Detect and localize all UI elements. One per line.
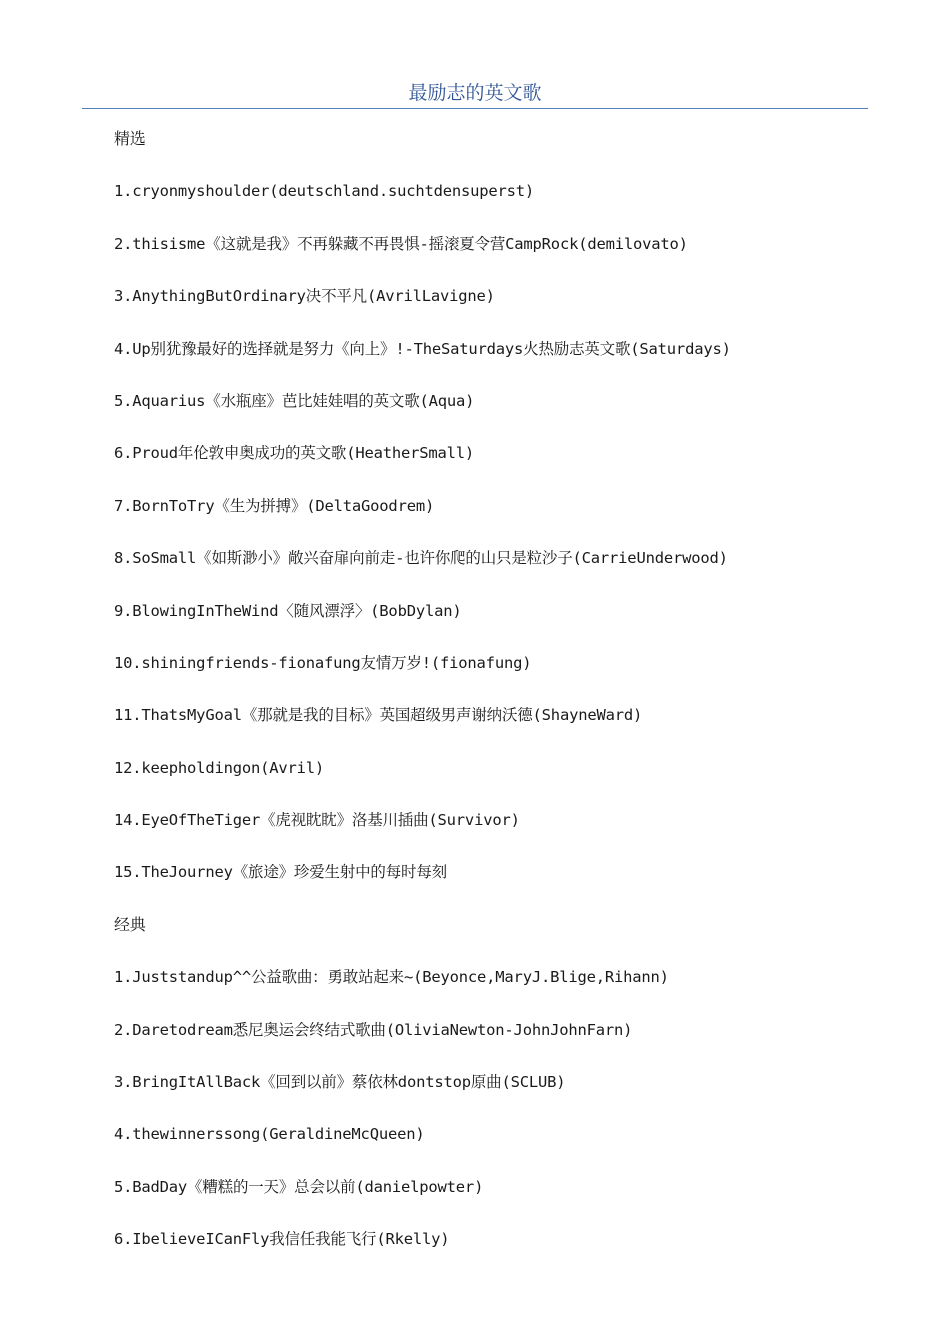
- list-item: 8.SoSmall《如斯渺小》敞兴奋扉向前走-也许你爬的山只是粒沙子(CarrieUnderwood): [114, 549, 728, 568]
- list-item: 7.BornToTry《生为拼搏》(DeltaGoodrem): [114, 496, 435, 515]
- list-item: 1.cryonmyshoulder(deutschland.suchtdensuperst): [114, 182, 535, 201]
- list-item: 3.AnythingButOrdinary决不平凡(AvrilLavigne): [114, 287, 495, 306]
- list-item: 5.Aquarius《水瓶座》芭比娃娃唱的英文歌(Aqua): [114, 391, 475, 410]
- section-heading-featured: 精选: [114, 129, 146, 148]
- list-item: 5.BadDay《糟糕的一天》总会以前(danielpowter): [114, 1177, 484, 1196]
- list-item: 2.thisisme《这就是我》不再躲藏不再畏惧-摇滚夏令营CampRock(demilovato): [114, 234, 688, 253]
- list-item: 14.EyeOfTheTiger《虎视眈眈》洛基川插曲(Survivor): [114, 811, 520, 830]
- list-item: 15.TheJourney《旅途》珍爱生射中的每时每刻: [114, 863, 447, 882]
- list-item: 4.Up别犹豫最好的选择就是努力《向上》!-TheSaturdays火热励志英文歌(Saturdays): [114, 339, 731, 358]
- list-item: 4.thewinnerssong(GeraldineMcQueen): [114, 1125, 425, 1144]
- document-body: [114, 126, 854, 1279]
- title-underline-divider: [82, 108, 868, 109]
- list-item: 2.Daretodream悉尼奥运会终结式歌曲(OliviaNewton-JohnJohnFarn): [114, 1020, 633, 1039]
- document-title: 最励志的英文歌: [408, 82, 542, 104]
- section-heading-classics: 经典: [114, 914, 146, 934]
- list-item: 10.shiningfriends-fionafung友情万岁!(fionafung): [114, 653, 532, 672]
- list-item: 6.Proud年伦敦申奥成功的英文歌(HeatherSmall): [114, 444, 475, 463]
- list-item: 11.ThatsMyGoal《那就是我的目标》英国超级男声谢纳沃德(ShayneWard): [114, 706, 643, 725]
- list-item: 1.Juststandup^^公益歌曲：勇敢站起来~(Beyonce,MaryJ.Blige,Rihann): [114, 968, 669, 987]
- list-item: 12.keepholdingon(Avril): [114, 758, 325, 777]
- list-item: 9.BlowingInTheWind〈随风漂浮〉(BobDylan): [114, 601, 462, 620]
- list-item: 6.IbelieveICanFly我信任我能飞行(Rkelly): [114, 1230, 450, 1249]
- list-item: 3.BringItAllBack《回到以前》蔡依林dontstop原曲(SCLUB): [114, 1073, 566, 1092]
